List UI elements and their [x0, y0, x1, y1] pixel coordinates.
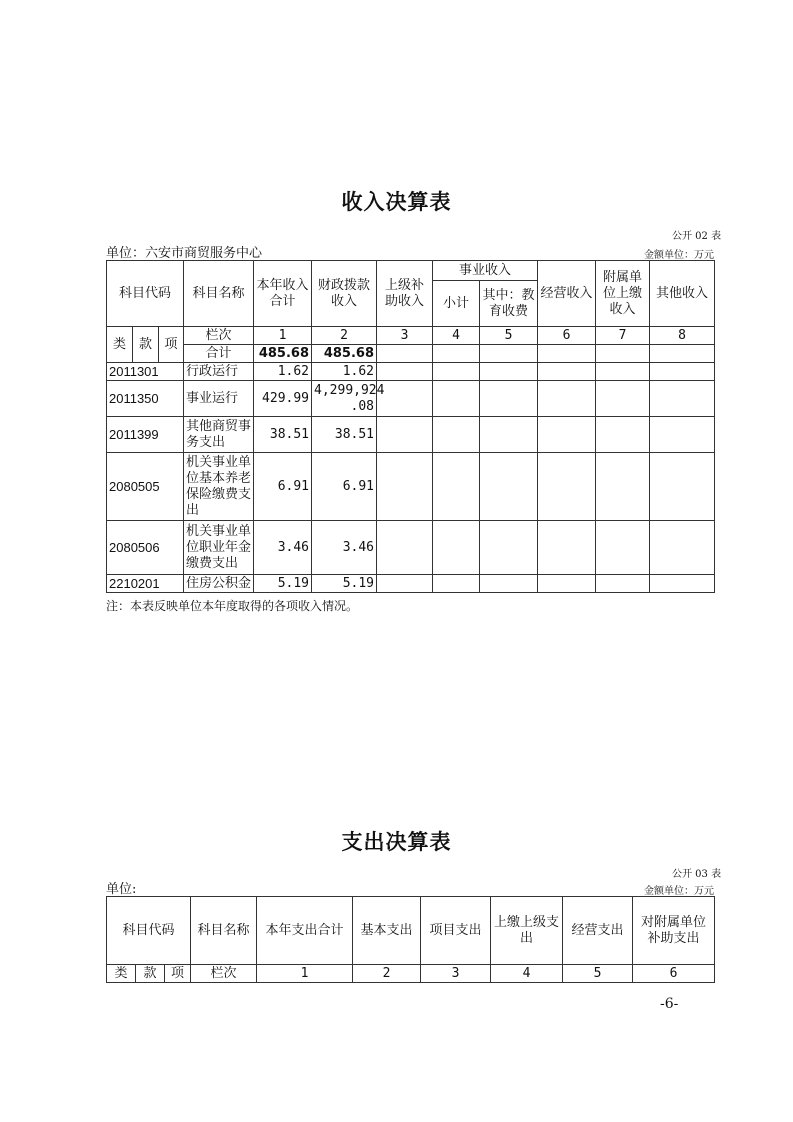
- header-affiliated-income: 附属单位上缴收入: [596, 261, 650, 327]
- header-other-income: 其他收入: [650, 261, 715, 327]
- row-name: 机关事业单位职业年金缴费支出: [184, 521, 254, 575]
- expense-unit-label: 单位:: [106, 882, 137, 897]
- sum-row: [107, 345, 715, 363]
- row-name: 机关事业单位基本养老保险缴费支出: [184, 453, 254, 521]
- exp-col-num-6: 6: [633, 965, 715, 983]
- row-name: 住房公积金: [184, 575, 254, 593]
- row-fiscal: 5.19: [312, 575, 377, 593]
- income-table: [106, 260, 715, 593]
- table-row: [107, 363, 715, 381]
- row-code: 2210201: [107, 575, 184, 593]
- row-fiscal-line2: .08: [350, 398, 375, 414]
- exp-col-num-1: 1: [257, 965, 353, 983]
- sum-total: 485.68: [254, 345, 312, 363]
- header-superior-subsidy: 上级补助收入: [377, 261, 433, 327]
- expense-amount-unit: 金额单位：万元: [644, 886, 714, 897]
- row-total: 429.99: [254, 381, 312, 417]
- page-number: -6-: [660, 996, 679, 1012]
- header-business-subtotal: 小计: [433, 281, 480, 327]
- row-total: 3.46: [254, 521, 312, 575]
- exp-header-total: 本年支出合计: [257, 897, 353, 965]
- row-name: 事业运行: [184, 381, 254, 417]
- row-code: 2080506: [107, 521, 184, 575]
- header-total-income: 本年收入合计: [254, 261, 312, 327]
- exp-header-project: 项目支出: [421, 897, 491, 965]
- header-xiang: 项: [159, 327, 184, 363]
- header-education-fees: 其中：教育收费: [480, 281, 538, 327]
- row-total: 5.19: [254, 575, 312, 593]
- row-code: 2011350: [107, 381, 184, 417]
- row-code: 2011399: [107, 417, 184, 453]
- exp-col-num-4: 4: [491, 965, 563, 983]
- col-num-7: 7: [596, 327, 650, 345]
- row-fiscal: 3.46: [312, 521, 377, 575]
- income-title: 收入决算表: [341, 189, 452, 214]
- income-unit-label: 单位：六安市商贸服务中心: [106, 246, 263, 261]
- row-fiscal: 38.51: [312, 417, 377, 453]
- row-fiscal: 1.62: [312, 363, 377, 381]
- exp-header-kuan: 款: [136, 965, 165, 983]
- row-name: 其他商贸事务支出: [184, 417, 254, 453]
- exp-header-superior: 上缴上级支出: [491, 897, 563, 965]
- exp-header-basic: 基本支出: [353, 897, 421, 965]
- header-lei: 类: [107, 327, 133, 363]
- exp-header-xiang: 项: [165, 965, 191, 983]
- row-fiscal-line1: 4,299,924: [314, 382, 385, 398]
- exp-col-num-2: 2: [353, 965, 421, 983]
- table-row: [107, 381, 715, 417]
- row-code: 2011301: [107, 363, 184, 381]
- row-name: 行政运行: [184, 363, 254, 381]
- exp-col-num-3: 3: [421, 965, 491, 983]
- col-num-1: 1: [254, 327, 312, 345]
- income-footnote: 注：本表反映单位本年度取得的各项收入情况。: [106, 599, 359, 613]
- row-fiscal: 6.91: [312, 453, 377, 521]
- row-total: 6.91: [254, 453, 312, 521]
- row-total: 1.62: [254, 363, 312, 381]
- sum-label: 合计: [184, 345, 254, 363]
- exp-header-lanci: 栏次: [191, 965, 257, 983]
- exp-header-affiliated: 对附属单位补助支出: [633, 897, 715, 965]
- row-total: 38.51: [254, 417, 312, 453]
- exp-header-lei: 类: [107, 965, 136, 983]
- table-row: [107, 521, 715, 575]
- row-fiscal: [312, 381, 385, 417]
- col-num-6: 6: [538, 327, 596, 345]
- exp-col-num-5: 5: [563, 965, 633, 983]
- header-fiscal-income: 财政拨款收入: [312, 261, 377, 327]
- col-num-2: 2: [312, 327, 377, 345]
- header-business-income: 事业收入: [433, 261, 538, 281]
- income-amount-unit: 金额单位：万元: [644, 250, 714, 261]
- table-row: [107, 417, 715, 453]
- col-num-8: 8: [650, 327, 715, 345]
- header-lanci: 栏次: [184, 327, 254, 345]
- header-subject-name: 科目名称: [184, 261, 254, 327]
- expense-table: [106, 896, 715, 983]
- exp-header-subject-name: 科目名称: [191, 897, 257, 965]
- header-operating-income: 经营收入: [538, 261, 596, 327]
- exp-header-subject-code: 科目代码: [107, 897, 191, 965]
- header-kuan: 款: [133, 327, 159, 363]
- expense-form-number: 公开 03 表: [672, 869, 722, 880]
- exp-header-operating: 经营支出: [563, 897, 633, 965]
- col-num-3: 3: [377, 327, 433, 345]
- table-row: [107, 453, 715, 521]
- col-num-5: 5: [480, 327, 538, 345]
- row-code: 2080505: [107, 453, 184, 521]
- expense-title: 支出决算表: [341, 829, 452, 854]
- table-row: [107, 575, 715, 593]
- col-num-4: 4: [433, 327, 480, 345]
- income-form-number: 公开 02 表: [672, 231, 722, 242]
- sum-fiscal: 485.68: [312, 345, 377, 363]
- header-subject-code: 科目代码: [107, 261, 184, 327]
